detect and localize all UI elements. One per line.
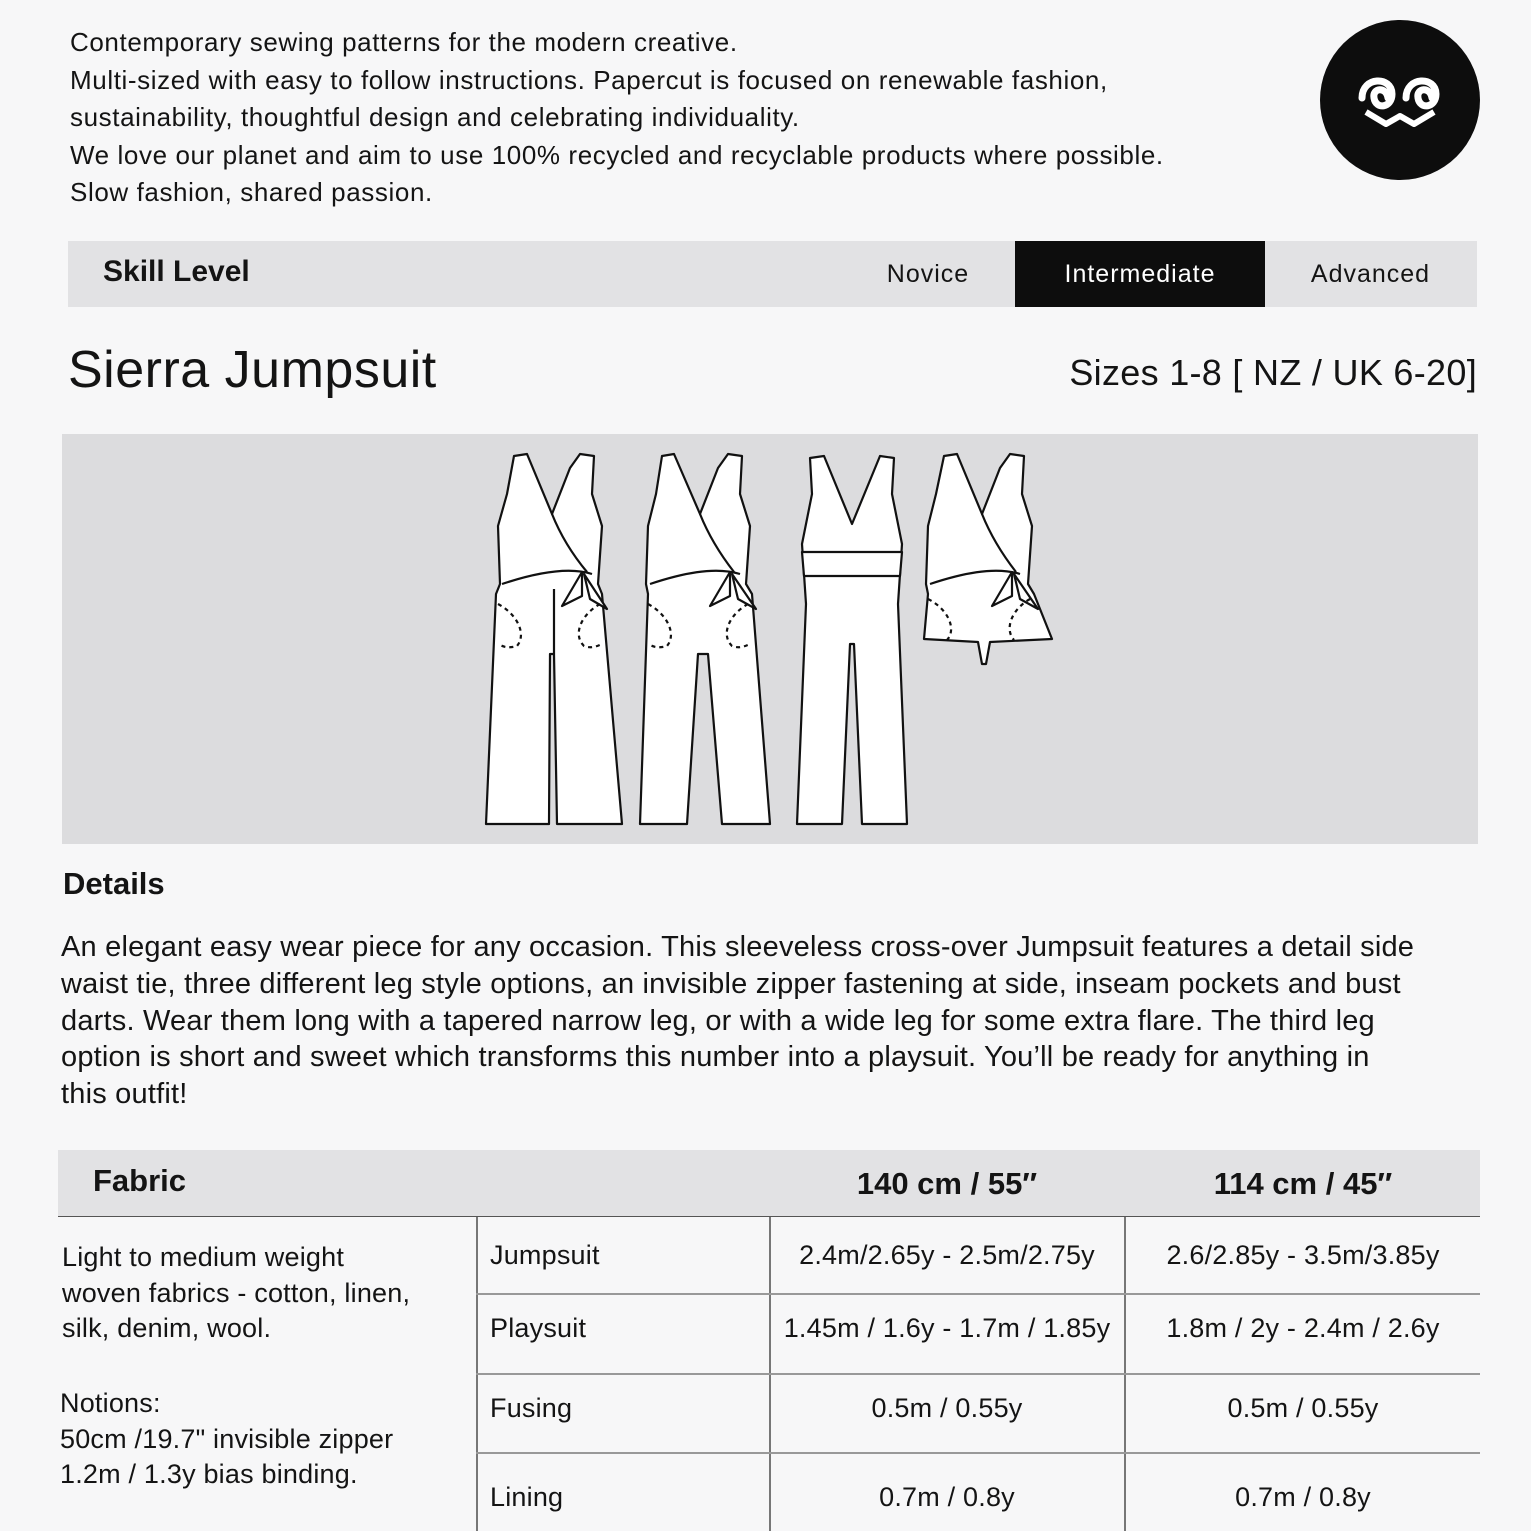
- notions-line: Notions:: [60, 1388, 161, 1418]
- details-description: [61, 929, 1481, 1113]
- details-line: this outfit!: [61, 1078, 188, 1111]
- table-cell: 0.7m / 0.8y: [879, 1482, 1015, 1512]
- row-label-lining: Lining: [490, 1482, 564, 1512]
- fabric-description-line: silk, denim, wool.: [62, 1313, 272, 1343]
- skill-option-novice: Novice: [886, 259, 970, 288]
- fabric-table-header: [58, 1150, 1480, 1217]
- pattern-sizes: Sizes 1-8 [ NZ / UK 6-20]: [1069, 352, 1477, 393]
- table-row-divider: [476, 1293, 1480, 1295]
- table-cell: 1.45m / 1.6y - 1.7m / 1.85y: [783, 1313, 1111, 1343]
- details-line: waist tie, three different leg style options, an invisible zipper fastening at side, inseam pockets and bust: [61, 967, 1401, 1000]
- row-label-playsuit: Playsuit: [490, 1313, 587, 1343]
- skill-level-title: Skill Level: [103, 255, 250, 288]
- jumpsuit-tapered-leg-drawing: [640, 454, 770, 824]
- column-header-114cm: 114 cm / 45″: [1213, 1166, 1393, 1201]
- table-cell: 0.5m / 0.55y: [871, 1393, 1023, 1423]
- skill-option-advanced: Advanced: [1310, 259, 1431, 288]
- technical-drawings: [62, 434, 1478, 844]
- intro-line: Contemporary sewing patterns for the modern creative.: [70, 27, 738, 57]
- fabric-title: Fabric: [93, 1163, 187, 1198]
- details-line: option is short and sweet which transforms this number into a playsuit. You’ll be ready for anything in: [61, 1041, 1370, 1074]
- table-row-divider: [476, 1452, 1480, 1454]
- logo-mark: [1352, 68, 1448, 132]
- jumpsuit-back-view-drawing: [797, 456, 907, 824]
- notions-line: 1.2m / 1.3y bias binding.: [60, 1459, 358, 1489]
- pattern-title: Sierra Jumpsuit: [68, 341, 437, 399]
- table-cell: 0.5m / 0.55y: [1227, 1393, 1379, 1423]
- fabric-description-line: Light to medium weight: [62, 1242, 345, 1272]
- notions-line: 50cm /19.7" invisible zipper: [60, 1423, 394, 1454]
- intro-text: [70, 24, 1290, 212]
- intro-line: We love our planet and aim to use 100% recycled and recyclable products where possible.: [70, 139, 1164, 170]
- table-cell: 2.4m/2.65y - 2.5m/2.75y: [799, 1240, 1095, 1270]
- intro-line: Multi-sized with easy to follow instructions. Papercut is focused on renewable fashion,: [70, 64, 1108, 95]
- intro-line: Slow fashion, shared passion.: [70, 177, 433, 207]
- notions: [60, 1386, 470, 1493]
- papercut-logo-icon: [1320, 20, 1480, 180]
- fabric-description-line: woven fabrics - cotton, linen,: [62, 1277, 411, 1308]
- fabric-description: [62, 1240, 462, 1347]
- playsuit-drawing: [924, 454, 1052, 664]
- jumpsuit-wide-leg-drawing: [486, 454, 622, 824]
- table-cell: 0.7m / 0.8y: [1235, 1482, 1371, 1512]
- details-heading: Details: [63, 866, 165, 901]
- details-line: An elegant easy wear piece for any occasion. This sleeveless cross-over Jumpsuit features a detail side: [61, 931, 1415, 963]
- garment-illustrations: [62, 434, 1478, 844]
- row-label-fusing: Fusing: [490, 1393, 573, 1423]
- row-label-jumpsuit: Jumpsuit: [490, 1240, 600, 1270]
- table-cell: 1.8m / 2y - 2.4m / 2.6y: [1166, 1313, 1440, 1343]
- skill-level-bar: [68, 241, 1477, 307]
- details-line: darts. Wear them long with a tapered narrow leg, or with a wide leg for some extra flare. The third leg: [61, 1004, 1375, 1037]
- column-header-140cm: 140 cm / 55″: [856, 1166, 1038, 1201]
- intro-line: sustainability, thoughtful design and celebrating individuality.: [70, 102, 800, 132]
- table-cell: 2.6/2.85y - 3.5m/3.85y: [1166, 1240, 1440, 1270]
- skill-option-intermediate: Intermediate: [1015, 241, 1265, 307]
- table-row-divider: [476, 1373, 1480, 1375]
